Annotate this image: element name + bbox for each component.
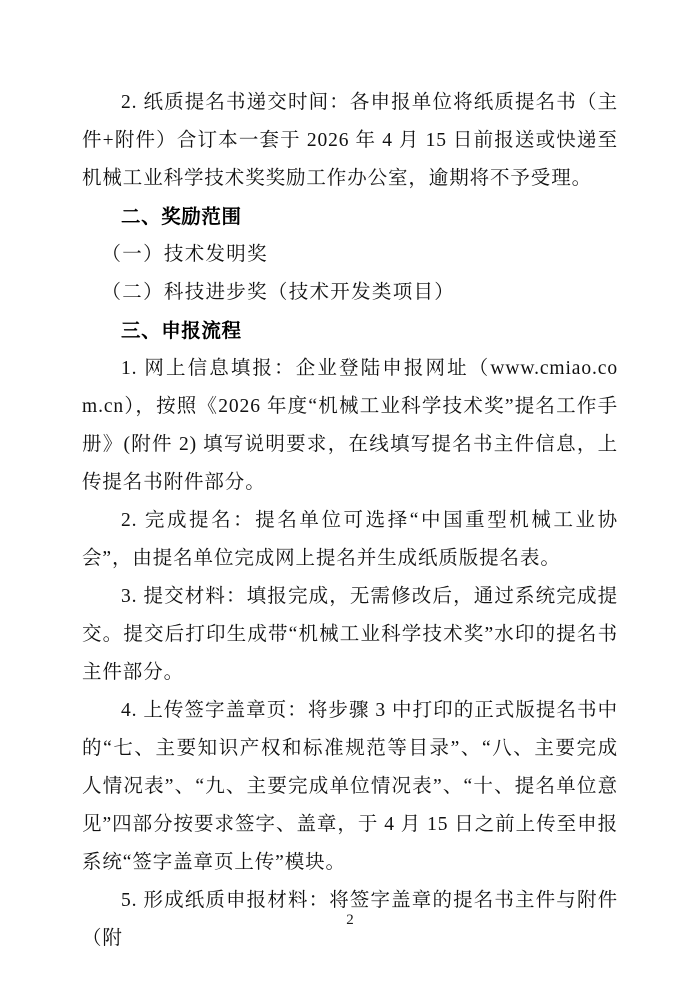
- list-item-science-progress-award: （二）科技进步奖（技术开发类项目）: [101, 282, 456, 303]
- list-item-technology-invention-award: （一）技术发明奖: [101, 244, 268, 265]
- paragraph-step-5-form-paper-materials: 5. 形成纸质申报材料：将签字盖章的提名书主件与附件（附: [82, 890, 618, 949]
- paragraph-step-2-complete-nomination: 2. 完成提名：提名单位可选择“中国重型机械工业协会”，由提名单位完成网上提名并生成纸质版提名表。: [82, 510, 618, 569]
- heading-award-scope: 二、奖励范围: [121, 206, 242, 228]
- paragraph-step-1-online-filing: 1. 网上信息填报：企业登陆申报网址（www.cmiao.com.cn），按照《2026 年度“机械工业科学技术奖”提名工作手册》(附件 2) 填写说明要求，在线填写提名书主件信息，上传提名书附件部分。: [82, 358, 618, 493]
- paragraph-step-4-upload-signature-pages: 4. 上传签字盖章页：将步骤 3 中打印的正式版提名书中的“七、主要知识产权和标准规范等目录”、“八、主要完成人情况表”、“九、主要完成单位情况表”、“十、提名单位意见”四部分按要求签字、盖章，于 4 月 15 日之前上传至申报系统“签字盖章页上传”模块。: [82, 700, 618, 873]
- paragraph-paper-submission-deadline: 2. 纸质提名书递交时间：各申报单位将纸质提名书（主件+附件）合订本一套于 2026 年 4 月 15 日前报送或快递至机械工业科学技术奖奖励工作办公室，逾期将不予受理。: [82, 92, 618, 189]
- page-number: 2: [346, 912, 354, 928]
- document-body: [82, 84, 618, 958]
- heading-application-process: 三、申报流程: [121, 320, 242, 342]
- paragraph-step-3-submit-materials: 3. 提交材料：填报完成，无需修改后，通过系统完成提交。提交后打印生成带“机械工业科学技术奖”水印的提名书主件部分。: [82, 586, 618, 683]
